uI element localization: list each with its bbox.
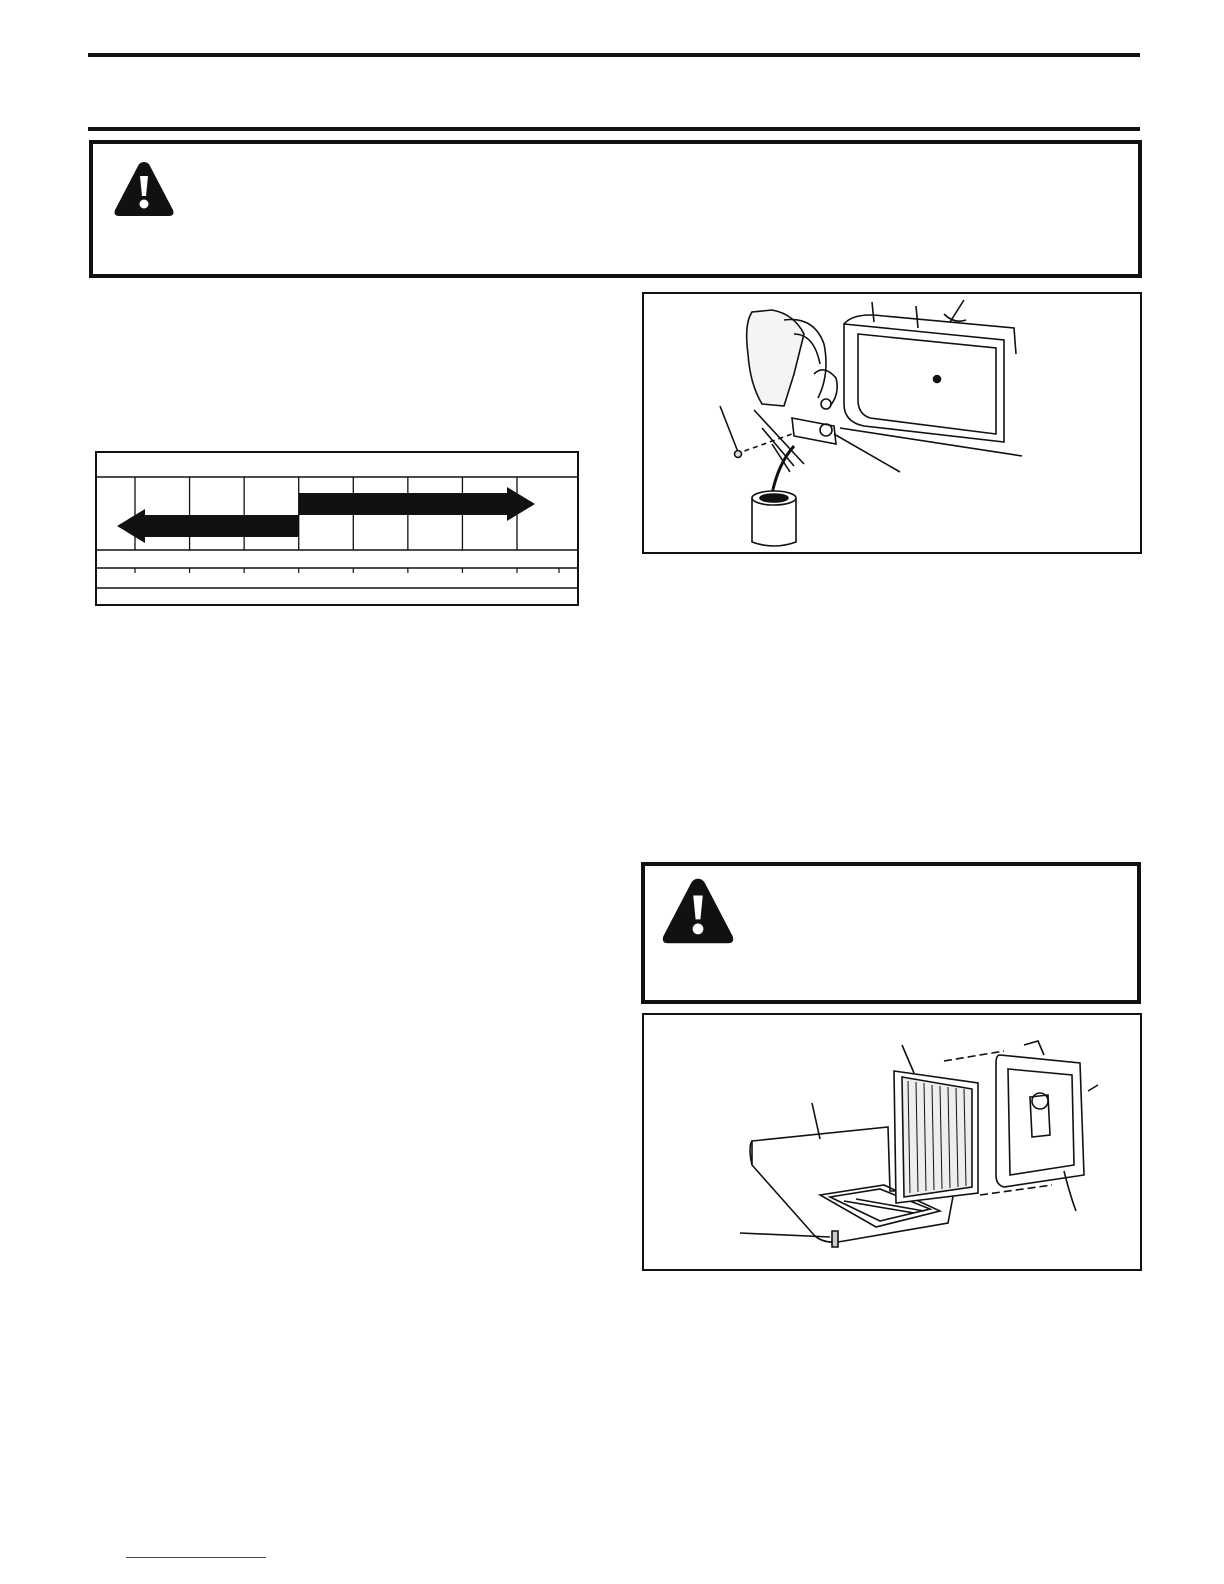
oil-chart-table <box>95 451 579 606</box>
warning-box-top <box>89 140 1142 278</box>
warning-triangle-icon <box>113 160 175 218</box>
footer-link-underline[interactable] <box>126 1557 266 1558</box>
warning-triangle-icon <box>661 876 735 946</box>
chart-arrow-left <box>117 509 299 543</box>
air-filter-illustration <box>644 1015 1140 1269</box>
top-rule <box>88 53 1140 57</box>
oil-drain-illustration <box>644 294 1140 552</box>
header-bottom-rule <box>88 127 1140 131</box>
oil-chart-svg <box>97 453 577 604</box>
chart-arrow-right <box>299 487 535 521</box>
warning-box-bottom <box>641 862 1141 1004</box>
figure-air-filter <box>642 1013 1142 1271</box>
figure-oil-drain <box>642 292 1142 554</box>
